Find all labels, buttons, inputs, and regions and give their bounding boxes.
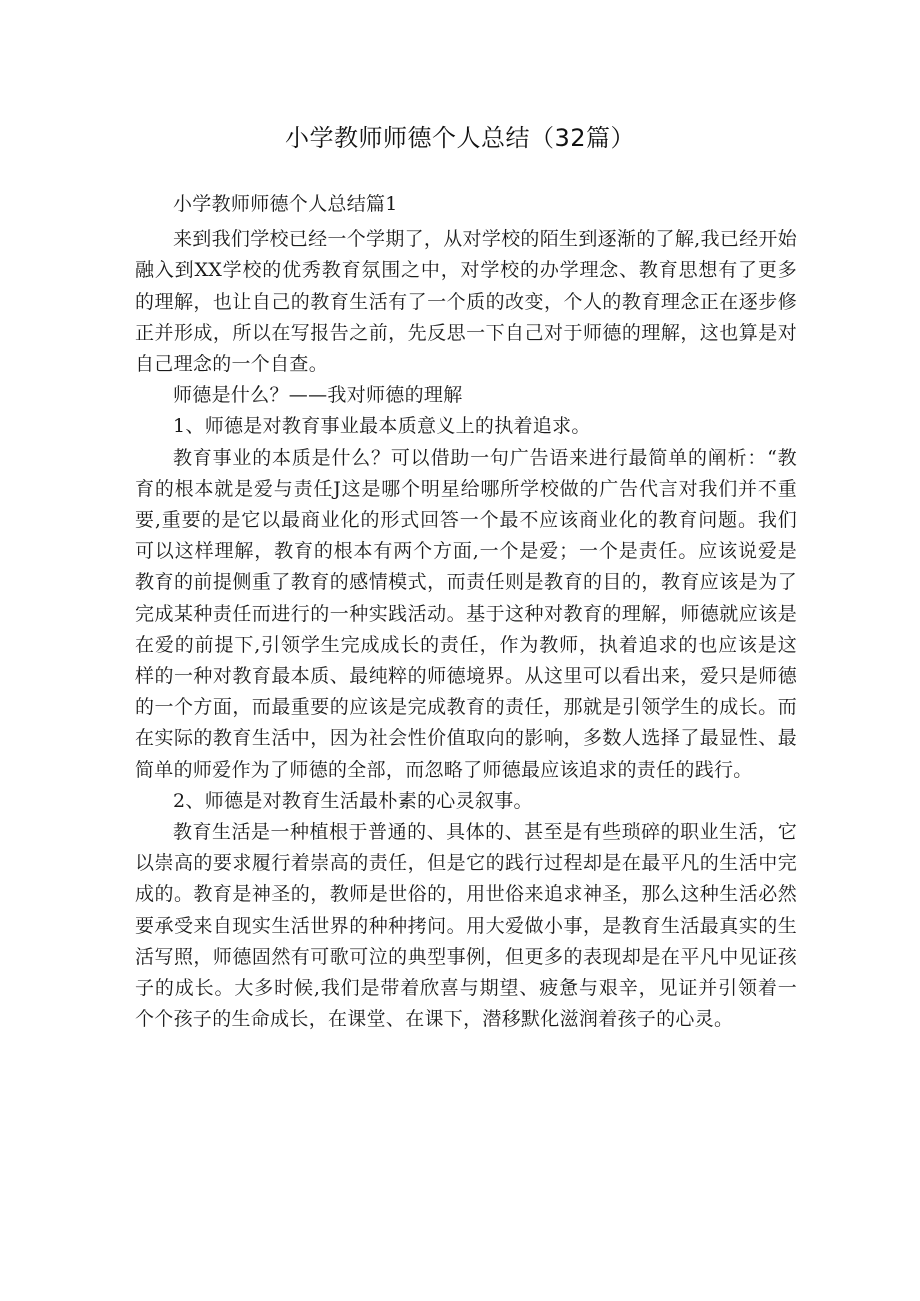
subheading-what-is-ethics: 师德是什么？——我对师德的理解 xyxy=(173,384,463,407)
point-1-heading: 1、师德是对教育事业最本质意义上的执着追求。 xyxy=(173,415,591,438)
document-body xyxy=(135,189,797,1035)
point-2-heading: 2、师德是对教育生活最朴素的心灵叙事。 xyxy=(173,789,533,812)
paragraph-intro: 来到我们学校已经一个学期了，从对学校的陌生到逐渐的了解,我已经开始融入到XX学校的优秀教育氛围之中，对学校的办学理念、教育思想有了更多的理解，也让自己的教育生活有了一个质的改变，个人的教育理念正在逐步修正并形成，所以在写报告之前，先反思一下自己对于师德的理解，这也算是对自己理念的一个自查。 xyxy=(135,228,797,376)
paragraph-point-1: 教育事业的本质是什么？可以借助一句广告语来进行最简单的阐析：“教育的根本就是爱与责任J这是哪个明星给哪所学校做的广告代言对我们并不重要,重要的是它以最商业化的形式回答一个最不应该商业化的教育问题。我们可以这样理解，教育的根本有两个方面,一个是爱；一个是责任。应该说爱是教育的前提侧重了教育的感情模式，而责任则是教育的目的，教育应该是为了完成某种责任而进行的一种实践活动。基于这种对教育的理解，师德就应该是在爱的前提下,引领学生完成成长的责任，作为教师，执着追求的也应该是这样的一种对教育最本质、最纯粹的师德境界。从这里可以看出来，爱只是师德的一个方面，而最重要的应该是完成教育的责任，那就是引领学生的成长。而在实际的教育生活中，因为社会性价值取向的影响，多数人选择了最显性、最简单的师爱作为了师德的全部，而忽略了师德最应该追求的责任的践行。 xyxy=(135,446,797,781)
document-title: 小学教师师德个人总结（32篇） xyxy=(284,124,636,152)
section-heading: 小学教师师德个人总结篇1 xyxy=(173,193,398,215)
paragraph-point-2: 教育生活是一种植根于普通的、具体的、甚至是有些琐碎的职业生活，它以崇高的要求履行着崇高的责任，但是它的践行过程却是在最平凡的生活中完成的。教育是神圣的，教师是世俗的，用世俗来追求神圣，那么这种生活必然要承受来自现实生活世界的种种拷问。用大爱做小事，是教育生活最真实的生活写照，师德固然有可歌可泣的典型事例，但更多的表现却是在平凡中见证孩子的成长。大多时候,我们是带着欣喜与期望、疲惫与艰辛，见证并引领着一个个孩子的生命成长，在课堂、在课下，潜移默化滋润着孩子的心灵。 xyxy=(135,821,797,1031)
